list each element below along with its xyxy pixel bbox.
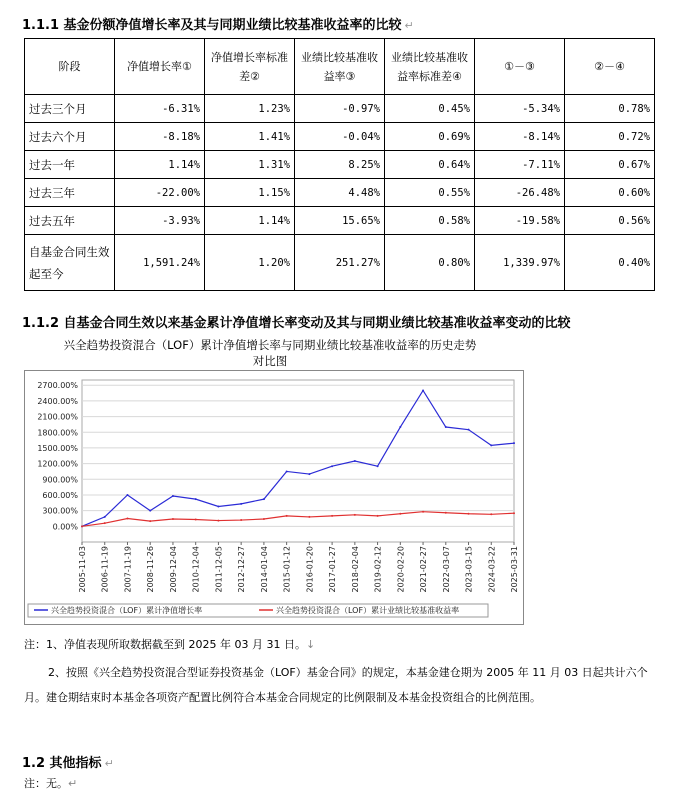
- header-cell: ①－③: [475, 39, 565, 95]
- data-point: [149, 510, 151, 512]
- x-tick-label: 2019-02-12: [373, 546, 383, 593]
- data-point: [422, 389, 424, 391]
- data-point: [104, 516, 106, 518]
- y-tick-label: 2100.00%: [37, 412, 78, 422]
- header-cell: 业绩比较基准收益率标准差④: [385, 39, 475, 95]
- data-point: [308, 516, 310, 518]
- x-tick-label: 2007-11-19: [123, 546, 133, 593]
- x-tick-label: 2017-01-27: [328, 546, 338, 593]
- section-heading-1-1-2: 1.1.2 自基金合同生效以来基金累计净值增长率变动及其与同期业绩比较基准收益率变动的比较: [22, 316, 571, 331]
- data-point: [172, 518, 174, 520]
- x-tick-label: 2011-12-05: [214, 546, 224, 593]
- value-cell: 0.60%: [565, 179, 655, 207]
- legend-label: 兴全趋势投资混合（LOF）累计业绩比较基准收益率: [276, 606, 460, 615]
- value-cell: 251.27%: [295, 235, 385, 291]
- value-cell: 0.69%: [385, 123, 475, 151]
- value-cell: 1.31%: [205, 151, 295, 179]
- header-cell: 阶段: [25, 39, 115, 95]
- x-tick-label: 2023-03-15: [464, 546, 474, 593]
- value-cell: 0.67%: [565, 151, 655, 179]
- chart-title: 兴全趋势投资混合（LOF）累计净值增长率与同期业绩比较基准收益率的历史走势 对比图: [63, 338, 477, 368]
- value-cell: -0.04%: [295, 123, 385, 151]
- value-cell: -8.14%: [475, 123, 565, 151]
- table-header-row: [25, 39, 655, 95]
- data-point: [445, 512, 447, 514]
- data-point: [422, 511, 424, 513]
- value-cell: 0.55%: [385, 179, 475, 207]
- data-point: [445, 426, 447, 428]
- y-tick-label: 2700.00%: [37, 381, 78, 391]
- y-tick-label: 600.00%: [42, 490, 78, 500]
- data-point: [195, 498, 197, 500]
- data-point: [126, 517, 128, 519]
- data-point: [331, 515, 333, 517]
- value-cell: 0.56%: [565, 207, 655, 235]
- data-point: [217, 505, 219, 507]
- y-tick-label: 900.00%: [42, 475, 78, 485]
- data-point: [149, 520, 151, 522]
- data-point: [354, 514, 356, 516]
- row-label-cell: 过去一年: [25, 151, 115, 179]
- legend-label: 兴全趋势投资混合（LOF）累计净值增长率: [51, 606, 203, 615]
- data-point: [240, 503, 242, 505]
- section-heading-1-2: 1.2 其他指标 ↵: [22, 756, 114, 771]
- y-tick-label: 2400.00%: [37, 396, 78, 406]
- value-cell: 0.58%: [385, 207, 475, 235]
- note-2: 2、按照《兴全趋势投资混合型证券投资基金（LOF）基金合同》的规定，本基金建仓期为 2005 年 11 月 03 日起共计六个月。建仓期结束时本基金各项资产配置比例符合本基金合同规定的比例限制及本基金投资组合的比例范围。: [24, 666, 648, 704]
- value-cell: -0.97%: [295, 95, 385, 123]
- plot-area: [82, 380, 514, 542]
- table-row: [25, 151, 655, 179]
- data-point: [468, 429, 470, 431]
- data-point: [468, 513, 470, 515]
- data-point: [377, 465, 379, 467]
- x-tick-label: 2014-01-04: [259, 546, 269, 593]
- value-cell: 0.72%: [565, 123, 655, 151]
- data-point: [308, 473, 310, 475]
- header-cell: ②－④: [565, 39, 655, 95]
- value-cell: -6.31%: [115, 95, 205, 123]
- data-point: [354, 460, 356, 462]
- data-point: [490, 444, 492, 446]
- data-point: [217, 520, 219, 522]
- x-tick-label: 2012-12-27: [237, 546, 247, 593]
- header-cell: 净值增长率标准差②: [205, 39, 295, 95]
- table-row: [25, 95, 655, 123]
- data-point: [286, 470, 288, 472]
- value-cell: 0.64%: [385, 151, 475, 179]
- data-point: [377, 515, 379, 517]
- data-point: [513, 512, 515, 514]
- value-cell: 1.41%: [205, 123, 295, 151]
- value-cell: 4.48%: [295, 179, 385, 207]
- value-cell: 1.23%: [205, 95, 295, 123]
- value-cell: -26.48%: [475, 179, 565, 207]
- value-cell: 0.45%: [385, 95, 475, 123]
- row-label-cell: 过去六个月: [25, 123, 115, 151]
- x-tick-label: 2018-02-04: [350, 546, 360, 593]
- value-cell: 0.80%: [385, 235, 475, 291]
- data-point: [490, 513, 492, 515]
- note-1: 注：1、净值表现所取数据截至到 2025 年 03 月 31 日。↓: [24, 638, 316, 651]
- x-tick-label: 2025-03-31: [510, 546, 519, 593]
- y-tick-label: 0.00%: [52, 522, 78, 532]
- value-cell: -3.93%: [115, 207, 205, 235]
- nav-comparison-chart: [24, 370, 524, 625]
- y-tick-label: 1800.00%: [37, 428, 78, 438]
- table-row: [25, 123, 655, 151]
- y-tick-label: 1500.00%: [37, 443, 78, 453]
- value-cell: 1.20%: [205, 235, 295, 291]
- value-cell: 0.40%: [565, 235, 655, 291]
- data-point: [240, 519, 242, 521]
- data-point: [331, 465, 333, 467]
- value-cell: -5.34%: [475, 95, 565, 123]
- value-cell: 1,339.97%: [475, 235, 565, 291]
- x-tick-label: 2021-02-27: [419, 546, 429, 593]
- row-label-cell: 自基金合同生效起至今: [25, 235, 115, 291]
- data-point: [195, 519, 197, 521]
- value-cell: -19.58%: [475, 207, 565, 235]
- y-tick-label: 300.00%: [42, 506, 78, 516]
- table-row: [25, 179, 655, 207]
- performance-table: [24, 38, 655, 291]
- value-cell: 1,591.24%: [115, 235, 205, 291]
- x-tick-label: 2008-11-26: [146, 546, 156, 593]
- other-indicators-note: 注：无。↵: [24, 777, 78, 790]
- x-tick-label: 2015-01-12: [282, 546, 292, 593]
- x-tick-label: 2024-03-22: [487, 546, 497, 593]
- row-label-cell: 过去五年: [25, 207, 115, 235]
- x-tick-label: 2005-11-03: [78, 546, 87, 593]
- value-cell: -7.11%: [475, 151, 565, 179]
- data-point: [399, 426, 401, 428]
- y-tick-label: 1200.00%: [37, 459, 78, 469]
- data-point: [399, 513, 401, 515]
- header-cell: 业绩比较基准收益率③: [295, 39, 385, 95]
- x-tick-label: 2020-02-20: [396, 546, 406, 593]
- data-point: [104, 522, 106, 524]
- row-label-cell: 过去三年: [25, 179, 115, 207]
- header-cell: 净值增长率①: [115, 39, 205, 95]
- value-cell: 8.25%: [295, 151, 385, 179]
- data-point: [263, 518, 265, 520]
- value-cell: -22.00%: [115, 179, 205, 207]
- data-point: [513, 442, 515, 444]
- data-point: [126, 494, 128, 496]
- x-tick-label: 2010-12-04: [191, 546, 201, 593]
- value-cell: 1.15%: [205, 179, 295, 207]
- value-cell: 0.78%: [565, 95, 655, 123]
- x-tick-label: 2016-01-20: [305, 546, 315, 593]
- data-point: [286, 515, 288, 517]
- table-row: [25, 207, 655, 235]
- section-heading-1-1-1: 1.1.1 基金份额净值增长率及其与同期业绩比较基准收益率的比较 ↵: [22, 18, 414, 33]
- value-cell: -8.18%: [115, 123, 205, 151]
- x-tick-label: 2022-03-07: [441, 546, 451, 593]
- value-cell: 1.14%: [115, 151, 205, 179]
- row-label-cell: 过去三个月: [25, 95, 115, 123]
- data-point: [81, 525, 83, 527]
- x-tick-label: 2006-11-19: [100, 546, 110, 593]
- table-row: [25, 235, 655, 291]
- x-tick-label: 2009-12-04: [168, 546, 178, 593]
- value-cell: 15.65%: [295, 207, 385, 235]
- data-point: [263, 498, 265, 500]
- value-cell: 1.14%: [205, 207, 295, 235]
- data-point: [172, 495, 174, 497]
